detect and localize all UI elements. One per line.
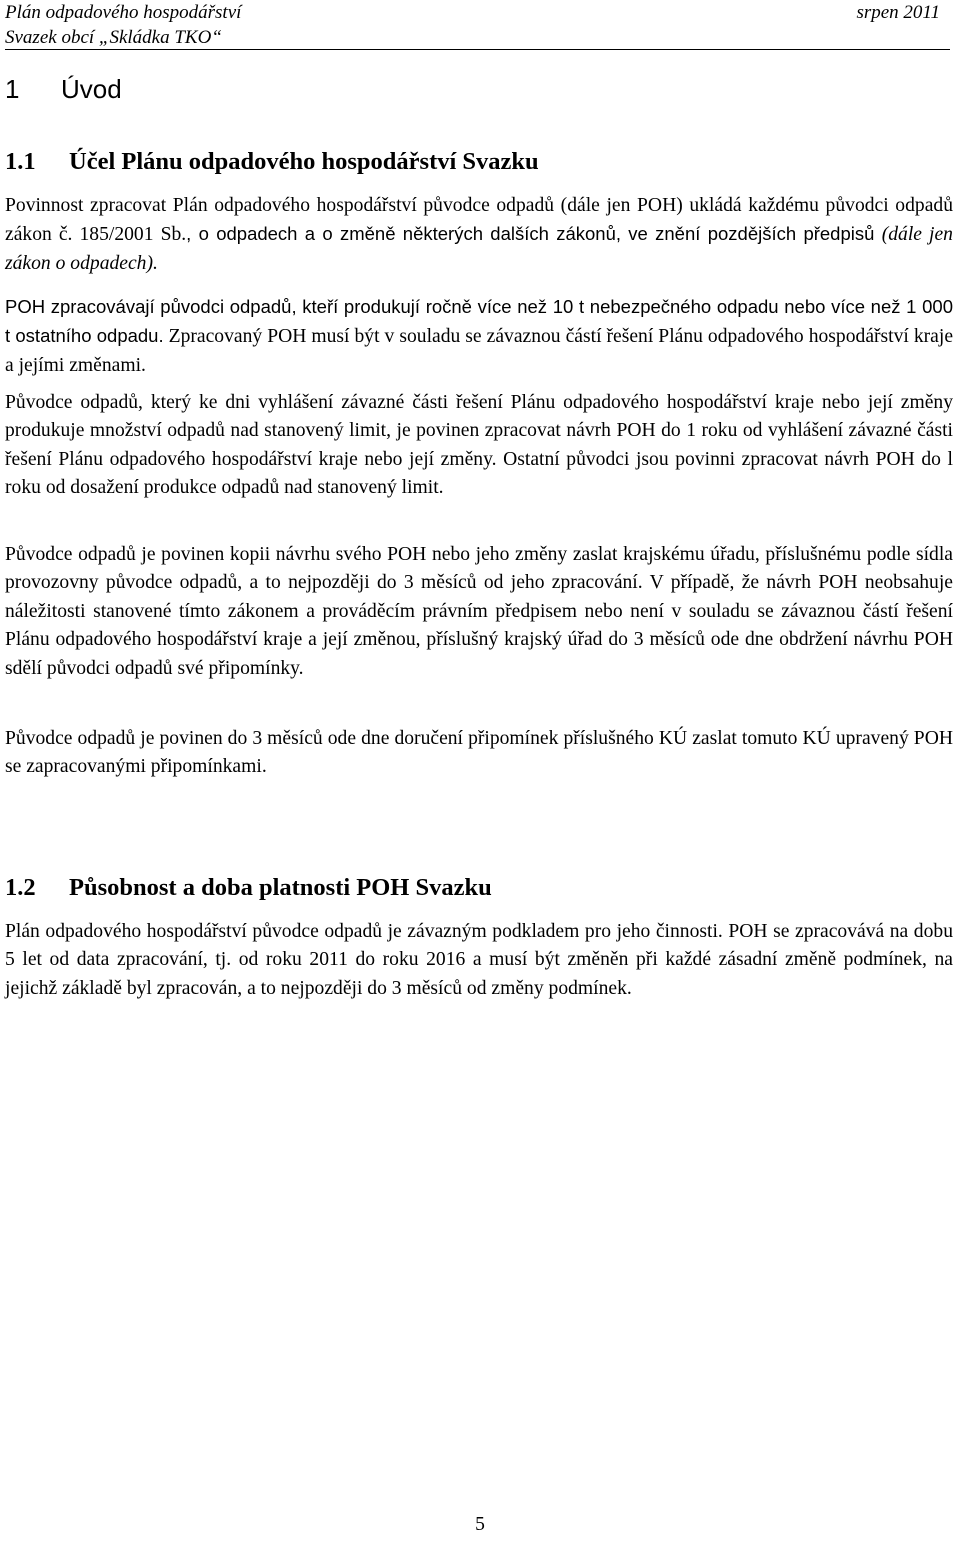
paragraph-1-1-4: Původce odpadů je povinen kopii návrhu svého POH nebo jeho změny zaslat krajskému úřadu, příslušnému podle sídla provozovny původce odpadů, a to nejpozději do 3 měsíců od jeho zpracování. V případě, že návrh POH neobsahuje náležitosti stanovené tímto zákonem a prováděcím právním předpisem nebo není v souladu se závaznou částí řešení Plánu odpadového hospodářství kraje a její změnou, příslušný krajský úřad do 3 měsíců ode dne obdržení návrhu POH sdělí původci odpadů své připomínky. (5, 544, 953, 679)
section-heading-1-1 (5, 146, 539, 178)
chapter-heading (5, 70, 122, 108)
paragraph-1-2-1: Plán odpadového hospodářství původce odpadů je závazným podkladem pro jeho činnosti. POH se zpracovává na dobu 5 let od data zpracování, tj. od roku 2011 do roku 2016 a musí být změněn při každé zásadní změně podmínek, na jejichž základě byl zpracován, a to nejpozději do 3 měsíců od změny podmínek. (5, 921, 953, 999)
header-title: Plán odpadového hospodářství (5, 2, 242, 23)
chapter-number: 1 (5, 74, 20, 104)
paragraph-text: Zpracovaný POH musí být v souladu se závaznou částí řešení Plánu odpadového hospodářství kraje a jejími změnami. (5, 326, 954, 376)
paragraph-text-italic: (dále jen zákon o odpadech). (5, 224, 953, 274)
paragraph-1-1-1 (5, 192, 953, 278)
paragraph-1-1-5: Původce odpadů je povinen do 3 měsíců ode dne doručení připomínek příslušného KÚ zaslat tomuto KÚ upravený POH se zapracovanými připomínkami. (5, 728, 953, 778)
section-number: 1.2 (5, 874, 36, 901)
page-number: 5 (475, 1514, 485, 1535)
header-left (5, 0, 241, 50)
section-title: Působnost a doba platnosti POH Svazku (69, 874, 492, 901)
header-divider (5, 49, 950, 50)
section-number: 1.1 (5, 148, 36, 175)
chapter-title: Úvod (61, 74, 122, 104)
section-heading-1-2 (5, 872, 492, 904)
header-date: srpen 2011 (856, 2, 940, 23)
paragraph-1-1-2 (5, 293, 953, 380)
section-title: Účel Plánu odpadového hospodářství Svazku (69, 148, 539, 175)
paragraph-text: Povinnost zpracovat Plán odpadového hospodářství původce odpadů (dále jen POH) ukládá každému původci odpadů zákon č. 185/2001 Sb. (5, 195, 953, 246)
paragraph-text: POH zpracovávají původci odpadů, kteří produkují ročně více než 10 t nebezpečného odpadu nebo více než 1 000 t ostatního odpadu. (5, 296, 953, 347)
paragraph-1-1-3: Původce odpadů, který ke dni vyhlášení závazné části řešení Plánu odpadového hospodářství kraje nebo její změny produkuje množství odpadů nad stanovený limit, je povinen zpracovat návrh POH do 1 roku od vyhlášení závazné části řešení Plánu odpadového hospodářství kraje nebo její změny. Ostatní původci jsou povinni zpracovat návrh POH do l roku od dosažení produkce odpadů nad stanovený limit. (5, 392, 953, 499)
header-subtitle: Svazek obcí „Skládka TKO“ (5, 27, 222, 48)
paragraph-text: , o odpadech a o změně některých dalších zákonů, ve znění pozdějších předpisů (186, 223, 882, 245)
